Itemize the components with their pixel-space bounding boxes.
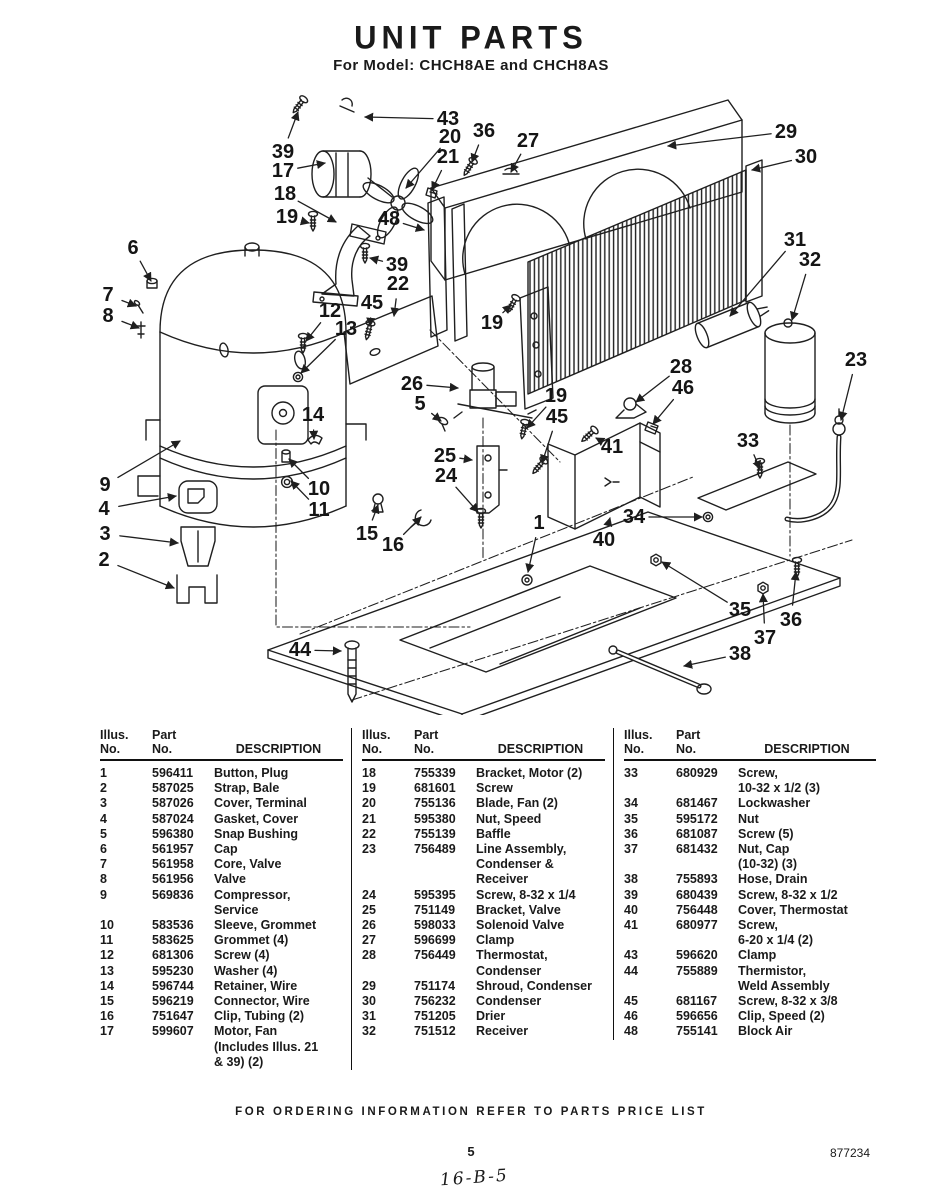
fan-motor-illustration [312,98,436,306]
table-row: 32 751512 Receiver [362,1024,529,1039]
table-row: 24 595395 Screw, 8-32 x 1/4 [362,887,576,902]
leader-line [792,274,806,320]
table-row: 5 596380 Snap Bushing [100,826,299,841]
leader-line [288,112,298,138]
callout-label: 2 [98,549,110,571]
callout-label: 14 [301,404,325,426]
table-row: 28 756449 Thermostat, Condenser [362,948,548,978]
callout-label: 7 [102,284,114,306]
leader-line [596,438,599,440]
callout-label: 8 [102,305,114,327]
callout-label: 33 [736,430,760,452]
leader-line [119,496,176,506]
callout-label: 10 [307,478,331,500]
leader-line [122,321,139,328]
callout-label: 28 [669,356,693,378]
table-row: 18 755339 Bracket, Motor (2) [362,766,583,780]
callout-label: 1 [533,512,545,534]
block-air-strips [428,197,467,341]
callout-label: 24 [434,465,458,487]
callout-label: 19 [544,385,568,407]
base-pan-illustration [268,462,840,715]
callout-label: 39 [271,141,295,163]
compressor-illustration [138,243,366,527]
callout-label: 11 [308,499,330,521]
callout-label: 38 [728,643,752,665]
callout-label: 45 [360,292,384,314]
table-column [614,728,876,1040]
leader-line [793,572,796,605]
terminal-cover-parts [177,481,217,603]
leader-line [542,431,552,463]
callout-label: 16 [381,534,405,556]
leader-line [427,385,458,388]
leader-line [668,134,771,146]
exploded-parts-diagram [85,85,875,715]
callout-label: 18 [273,183,297,205]
table-row: 17 599607 Motor, Fan (Includes Illus. 21 & 39) (2) [100,1024,319,1069]
leader-line [403,223,424,230]
leader-line [460,458,472,460]
table-row: 1 596411 Button, Plug [100,766,289,780]
table-row: 39 680439 Screw, 8-32 x 1/2 [624,887,838,902]
callout-label: 48 [377,208,401,230]
drain-hose-illustration [609,646,711,694]
table-row: 9 569836 Compressor, Service [100,887,291,917]
callout-label: 22 [386,273,410,295]
baffle-illustration [344,296,438,384]
callout-label: 20 [438,126,462,148]
callout-label: 43 [436,108,460,130]
leader-line [636,376,669,402]
callout-label: 19 [480,312,504,334]
table-row: 23 756489 Line Assembly, Condenser & Receiver [362,842,567,887]
callout-label: 41 [600,436,624,458]
table-row: 27 596699 Clamp [362,933,515,948]
page-number: 5 [467,1144,475,1159]
callout-label: 44 [288,639,312,661]
table-column [100,728,352,1070]
callout-label: 32 [798,249,822,271]
leader-line [370,318,371,326]
callout-label: 31 [783,229,807,251]
leader-line [763,594,764,623]
table-row: 40 756448 Cover, Thermostat [624,902,848,917]
leader-line [406,148,440,188]
table-row: 34 681467 Lockwasher [624,796,811,811]
table-row: 21 595380 Nut, Speed [362,811,542,826]
table-row: 15 596219 Connector, Wire [100,994,310,1009]
leader-line [608,518,610,526]
leader-line [298,163,325,168]
table-row: 16 751647 Clip, Tubing (2) [100,1009,305,1024]
callout-label: 6 [127,237,139,259]
table-row: 19 681601 Screw [362,781,513,796]
callout-layer [98,108,867,666]
form-number: 877234 [829,1146,870,1160]
page-title: UNIT PARTS [354,19,588,56]
table-row: 35 595172 Nut [624,811,759,826]
leader-line [306,323,321,341]
callout-label: 13 [334,318,358,340]
table-row: 48 755141 Block Air [624,1024,793,1039]
leader-line [432,170,441,190]
table-row: 45 681167 Screw, 8-32 x 3/8 [624,994,838,1009]
table-header: Illus. No. Part No. DESCRIPTION [362,728,605,761]
receiver-illustration [765,319,815,423]
callout-label: 46 [671,377,695,399]
leader-line [291,481,309,499]
table-row: 8 561956 Valve [100,872,246,887]
table-row: 2 587025 Strap, Bale [100,781,280,796]
callout-label: 27 [516,130,540,152]
leader-line [841,375,852,420]
table-row: 29 751174 Shroud, Condenser [362,978,592,993]
table-row: 12 681306 Screw (4) [100,948,270,963]
table-column [352,728,614,1040]
table-row: 3 587026 Cover, Terminal [100,796,307,811]
callout-label: 15 [355,523,379,545]
callout-label: 12 [318,300,342,322]
leader-line [394,299,396,316]
callout-label: 34 [622,506,646,528]
leader-line [301,339,335,373]
table-row: 41 680977 Screw, 6-20 x 1/4 (2) [624,918,814,948]
table-header: Illus. No. Part No. DESCRIPTION [624,728,876,761]
leader-line [684,657,725,666]
callout-label: 29 [774,121,798,143]
table-row: 10 583536 Sleeve, Grommet [100,918,317,933]
callout-label: 39 [385,254,409,276]
table-row: 13 595230 Washer (4) [100,963,278,978]
callout-label: 3 [99,523,111,545]
leader-line [140,261,151,281]
table-row: 22 755139 Baffle [362,826,511,841]
model-subtitle: For Model: CHCH8AE and CHCH8AS [333,57,609,74]
ordering-note: FOR ORDERING INFORMATION REFER TO PARTS PRICE LIST [235,1106,707,1118]
table-row: 14 596744 Retainer, Wire [100,978,298,993]
callout-label: 26 [400,373,424,395]
leader-line [653,400,673,424]
handwritten-note: 16-B-5 [439,1165,510,1191]
callout-label: 21 [436,146,460,168]
leader-line [315,650,341,651]
callout-label: 40 [592,529,616,551]
table-row: 31 751205 Drier [362,1009,506,1024]
callout-label: 17 [271,160,295,182]
table-header: Illus. No. Part No. DESCRIPTION [100,728,343,761]
table-row: 43 596620 Clamp [624,948,777,963]
table-row: 4 587024 Gasket, Cover [100,811,299,826]
leader-line [120,536,178,543]
leader-line [301,221,309,223]
callout-label: 25 [433,445,457,467]
leader-line [370,258,382,261]
table-row: 37 681432 Nut, Cap (10-32) (3) [624,842,798,872]
table-row: 36 681087 Screw (5) [624,826,794,841]
callout-label: 5 [414,393,426,415]
leader-line [365,117,433,119]
table-row: 20 755136 Blade, Fan (2) [362,796,558,811]
callout-label: 36 [779,609,803,631]
table-row: 46 596656 Clip, Speed (2) [624,1009,825,1024]
table-row: 11 583625 Grommet (4) [100,933,289,948]
callout-label: 9 [99,474,111,496]
callout-label: 36 [472,120,496,142]
table-row: 26 598033 Solenoid Valve [362,918,565,933]
callout-label: 45 [545,406,569,428]
table-row: 7 561958 Core, Valve [100,857,282,872]
table-row: 33 680929 Screw, 10-32 x 1/2 (3) [624,766,820,796]
table-row: 25 751149 Bracket, Valve [362,902,561,917]
leader-line [118,566,174,588]
callout-label: 23 [844,349,868,371]
callout-label: 19 [275,206,299,228]
callout-label: 35 [728,599,752,621]
leader-line [511,154,521,172]
table-row: 44 755889 Thermistor, Weld Assembly [624,963,830,993]
bolt-illustration [345,641,359,702]
table-row: 6 561957 Cap [100,842,238,857]
callout-label: 4 [98,498,110,520]
table-row: 38 755893 Hose, Drain [624,872,808,887]
leader-line [456,487,478,512]
condenser-illustration [520,160,762,409]
table-row: 30 756232 Condenser [362,994,542,1009]
leader-line [118,441,180,477]
callout-label: 30 [794,146,818,168]
parts-tables [100,728,878,1070]
leader-line [298,201,336,222]
leader-line [404,517,421,534]
callout-label: 37 [753,627,777,649]
